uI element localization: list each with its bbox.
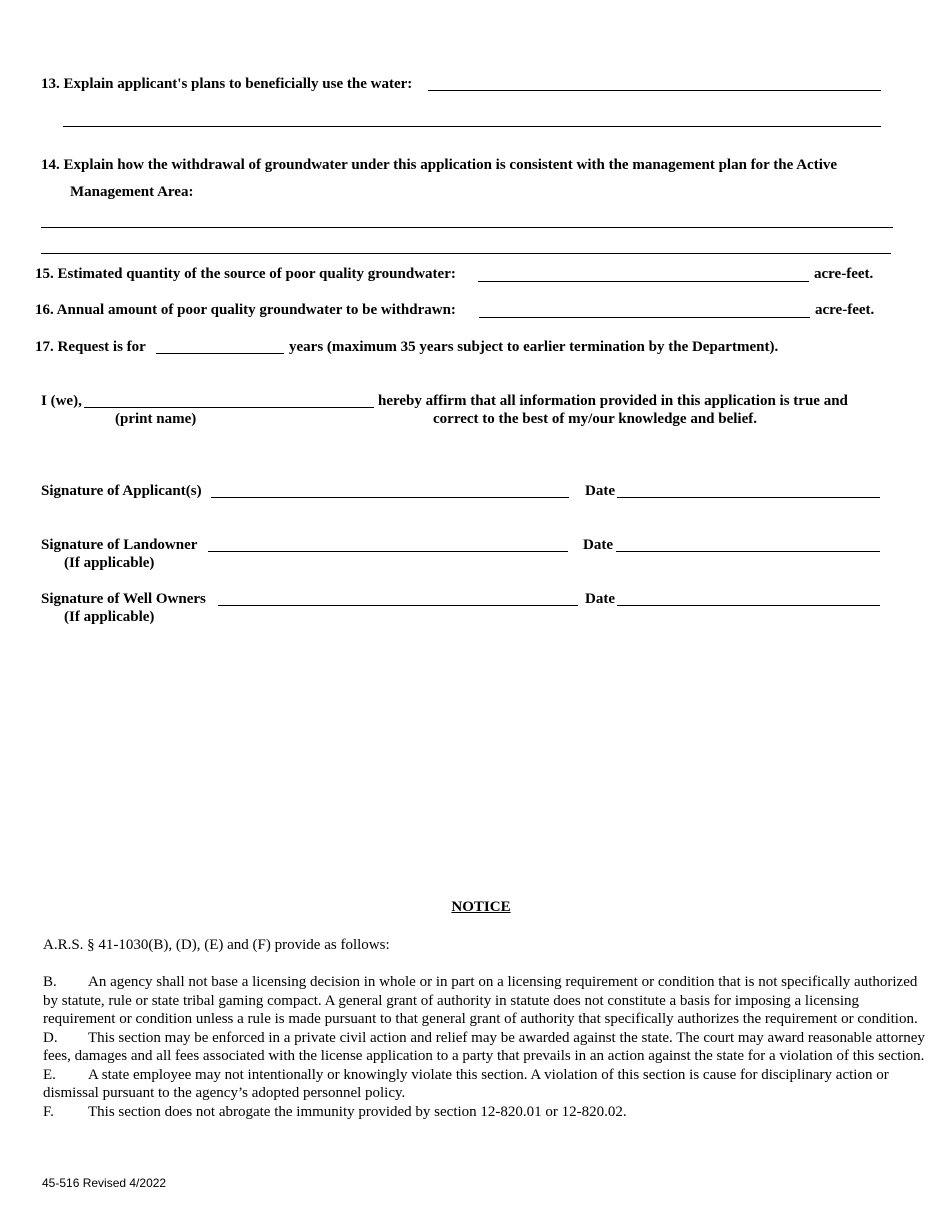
notice-paragraph-b bbox=[43, 973, 925, 1029]
q17-suffix: years (maximum 35 years subject to earlier termination by the Department). bbox=[289, 339, 779, 355]
affirm-prefix: I (we), bbox=[41, 393, 82, 409]
paragraph-text: This section may be enforced in a private civil action and relief may be awarded against the state. The court may award reasonable attorney fees, damages and all fees associated with the license application to a party that prevails in an action against the state for a violation of this section. bbox=[43, 1029, 925, 1064]
print-name-line[interactable] bbox=[84, 407, 374, 408]
landowner-signature-line[interactable] bbox=[208, 551, 568, 552]
landowner-date-line[interactable] bbox=[616, 551, 880, 552]
landowner-signature-label: Signature of Landowner bbox=[41, 537, 198, 553]
well-owners-date-label: Date bbox=[585, 591, 615, 607]
notice-paragraphs bbox=[43, 973, 925, 1121]
paragraph-text: This section does not abrogate the immunity provided by section 12-820.01 or 12-820.02. bbox=[88, 1103, 627, 1120]
q14-answer-line-2[interactable] bbox=[41, 253, 891, 254]
notice-paragraph-f bbox=[43, 1103, 925, 1122]
applicant-signature-line[interactable] bbox=[211, 497, 569, 498]
q14-answer-line-1[interactable] bbox=[41, 227, 893, 228]
q16-label: 16. Annual amount of poor quality groundwater to be withdrawn: bbox=[35, 302, 456, 318]
applicant-date-label: Date bbox=[585, 483, 615, 499]
well-owners-date-line[interactable] bbox=[617, 605, 880, 606]
notice-title: NOTICE bbox=[451, 899, 511, 915]
print-name-caption: (print name) bbox=[115, 411, 197, 427]
notice-paragraph-e bbox=[43, 1066, 925, 1103]
notice-intro: A.R.S. § 41-1030(B), (D), (E) and (F) provide as follows: bbox=[43, 937, 390, 953]
affirm-text-line1: hereby affirm that all information provided in this application is true and bbox=[378, 393, 848, 409]
q15-unit: acre-feet. bbox=[814, 266, 874, 282]
paragraph-letter: B. bbox=[43, 974, 57, 990]
well-owners-signature-line[interactable] bbox=[218, 605, 578, 606]
paragraph-letter: E. bbox=[43, 1066, 56, 1083]
well-owners-if-applicable: (If applicable) bbox=[64, 609, 155, 625]
paragraph-letter: D. bbox=[43, 1029, 58, 1046]
applicant-signature-label: Signature of Applicant(s) bbox=[41, 483, 202, 499]
q15-answer-line[interactable] bbox=[478, 281, 809, 282]
landowner-if-applicable: (If applicable) bbox=[64, 555, 155, 571]
paragraph-letter: F. bbox=[43, 1103, 54, 1120]
q17-years-line[interactable] bbox=[156, 353, 284, 354]
q17-label: 17. Request is for bbox=[35, 339, 146, 355]
notice-paragraph-d bbox=[43, 1029, 925, 1066]
well-owners-signature-label: Signature of Well Owners bbox=[41, 591, 206, 607]
q14-label-line1: 14. Explain how the withdrawal of groundwater under this application is consistent with the management plan for the Active bbox=[41, 157, 838, 173]
affirm-text-line2: correct to the best of my/our knowledge and belief. bbox=[433, 411, 757, 427]
q16-unit: acre-feet. bbox=[815, 302, 875, 318]
q14-label-line2: Management Area: bbox=[70, 184, 194, 200]
q13-label: 13. Explain applicant's plans to beneficially use the water: bbox=[41, 76, 413, 92]
paragraph-text: A state employee may not intentionally or knowingly violate this section. A violation of this section is cause for disciplinary action or dismissal pursuant to the agency’s adopted personnel policy. bbox=[43, 1066, 889, 1101]
landowner-date-label: Date bbox=[583, 537, 613, 553]
q13-answer-line-1[interactable] bbox=[428, 90, 881, 91]
q13-answer-line-2[interactable] bbox=[63, 126, 881, 127]
paragraph-text: An agency shall not base a licensing decision in whole or in part on a licensing requirement or condition that is not specifically authorized by statute, rule or state tribal gaming compact. A general grant of authority in statute does not constitute a basis for imposing a licensing requirement or condition unless a rule is made pursuant to that general grant of authority that specifically authorizes the requirement or condition. bbox=[43, 974, 918, 1027]
applicant-date-line[interactable] bbox=[617, 497, 880, 498]
form-id-footer: 45-516 Revised 4/2022 bbox=[42, 1176, 167, 1190]
q15-label: 15. Estimated quantity of the source of poor quality groundwater: bbox=[35, 266, 456, 282]
q16-answer-line[interactable] bbox=[479, 317, 810, 318]
